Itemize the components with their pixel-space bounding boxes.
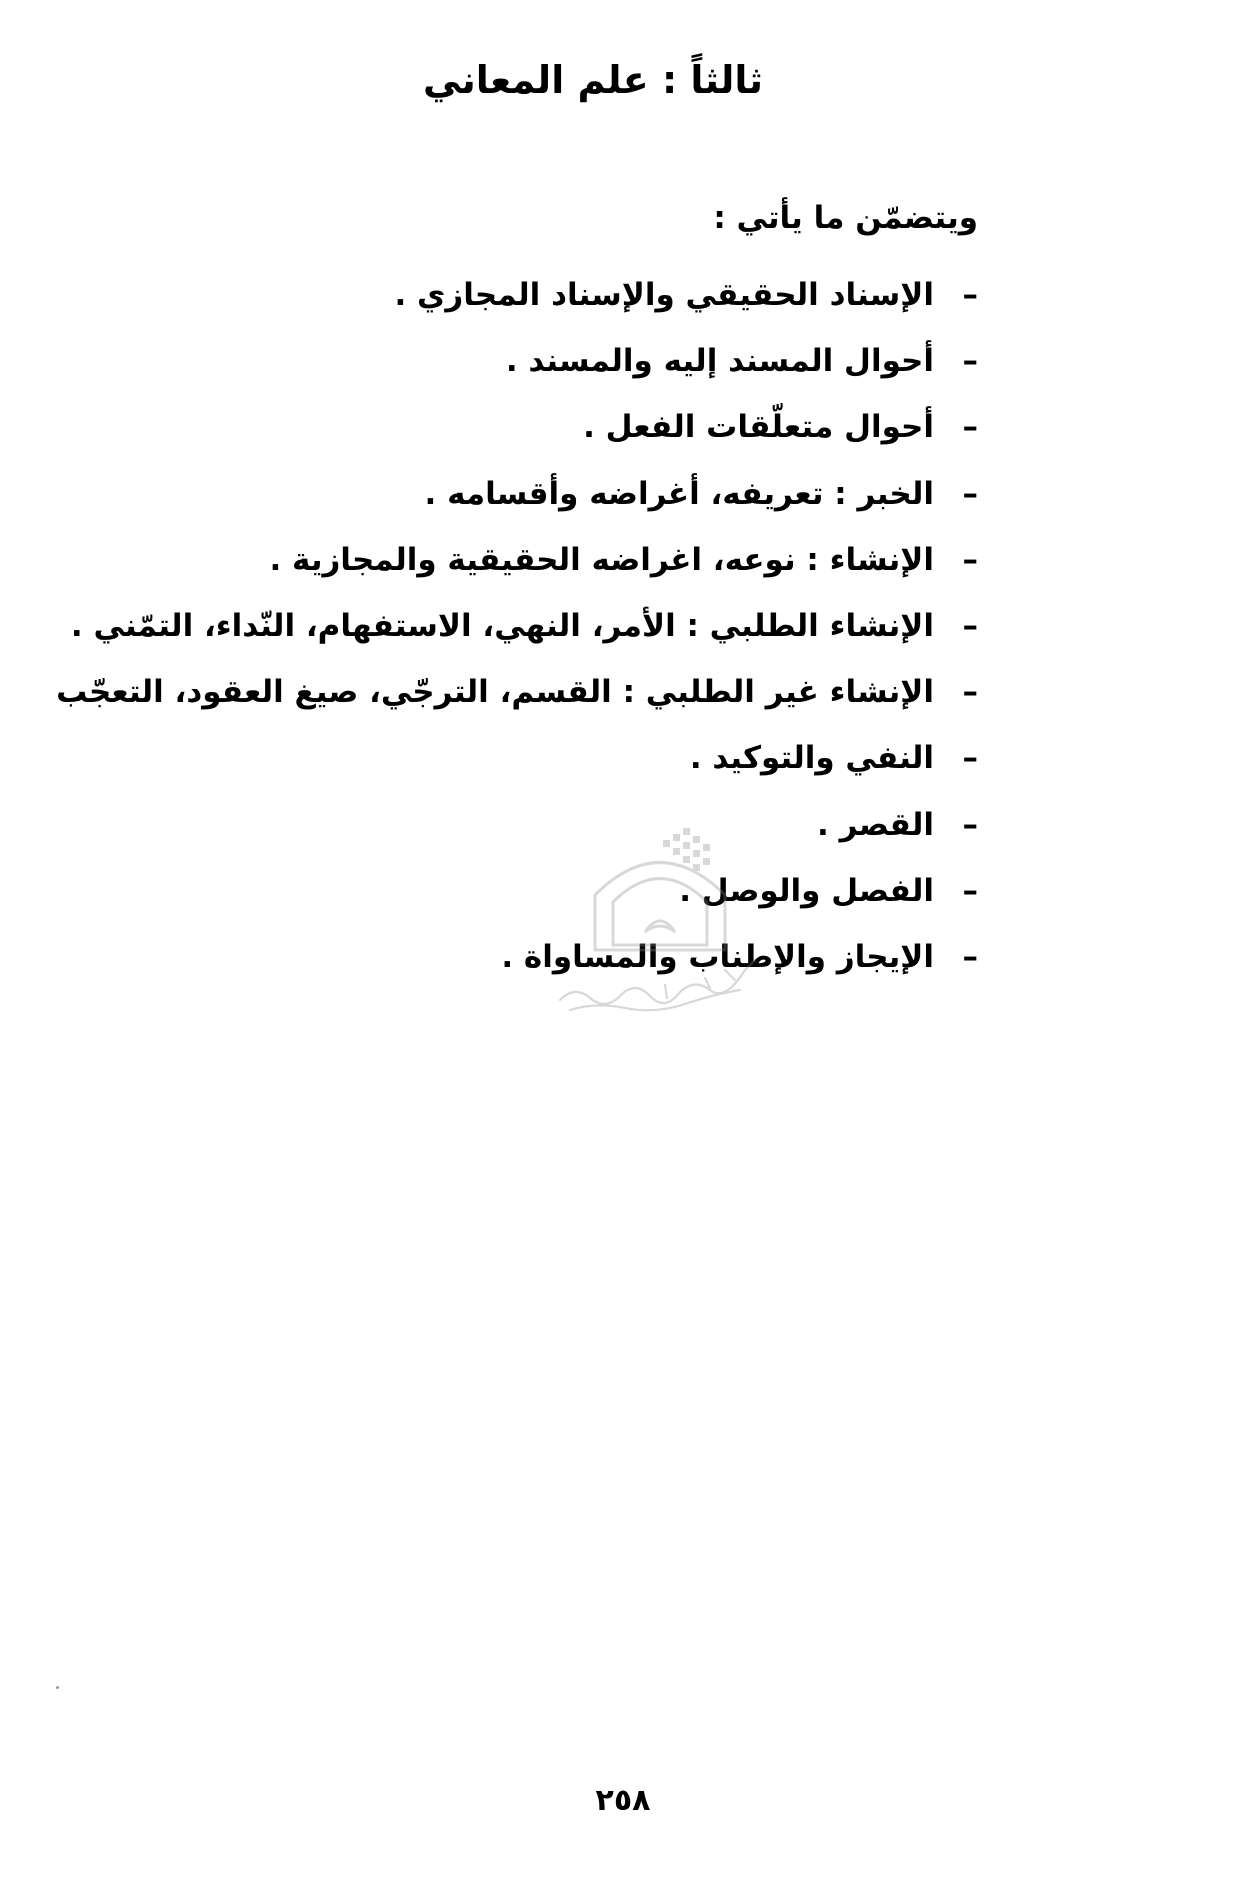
dash-bullet: – (962, 806, 978, 843)
list-item (56, 725, 978, 791)
scan-speck (56, 1686, 59, 1689)
topic-text: الإنشاء غير الطلبي : القسم، الترجّي، صيغ العقود، التعجّب (56, 674, 934, 711)
intro-text: ويتضمّن ما يأتي : (713, 200, 978, 236)
dash-bullet: – (962, 608, 978, 645)
topic-text: الإسناد الحقيقي والإسناد المجازي . (394, 277, 934, 314)
list-item (56, 328, 978, 394)
topic-text: الخبر : تعريفه، أغراضه وأقسامه . (424, 475, 934, 512)
seal-watermark-icon (555, 820, 765, 1020)
topic-text: الفصل والوصل . (679, 872, 934, 909)
topic-text: القصر . (817, 806, 934, 843)
page-number: ٢٥٨ (595, 1783, 651, 1818)
dash-bullet: – (962, 343, 978, 380)
dash-bullet: – (962, 409, 978, 446)
topic-text: أحوال المسند إليه والمسند . (505, 343, 934, 380)
page-title: ثالثاً : علم المعاني (423, 58, 763, 102)
dash-bullet: – (962, 872, 978, 909)
topic-text: الإنشاء الطلبي : الأمر، النهي، الاستفهام، النّداء، التمّني . (70, 608, 934, 645)
dash-bullet: – (962, 938, 978, 975)
topic-text: الإنشاء : نوعه، اغراضه الحقيقية والمجازية . (269, 541, 934, 578)
list-item (56, 858, 978, 924)
dash-bullet: – (962, 541, 978, 578)
dash-bullet: – (962, 674, 978, 711)
topic-text: أحوال متعلّقات الفعل . (583, 409, 934, 446)
list-item (56, 527, 978, 593)
list-item (56, 924, 978, 990)
list-item (56, 593, 978, 659)
list-item (56, 792, 978, 858)
topic-text: الإيجاز والإطناب والمساواة . (501, 938, 934, 975)
dash-bullet: – (962, 277, 978, 314)
list-item (56, 461, 978, 527)
list-item (56, 262, 978, 328)
topics-list (56, 262, 978, 990)
list-item (56, 394, 978, 460)
dash-bullet: – (962, 475, 978, 512)
topic-text: النفي والتوكيد . (689, 740, 934, 777)
dash-bullet: – (962, 740, 978, 777)
list-item (56, 659, 978, 725)
